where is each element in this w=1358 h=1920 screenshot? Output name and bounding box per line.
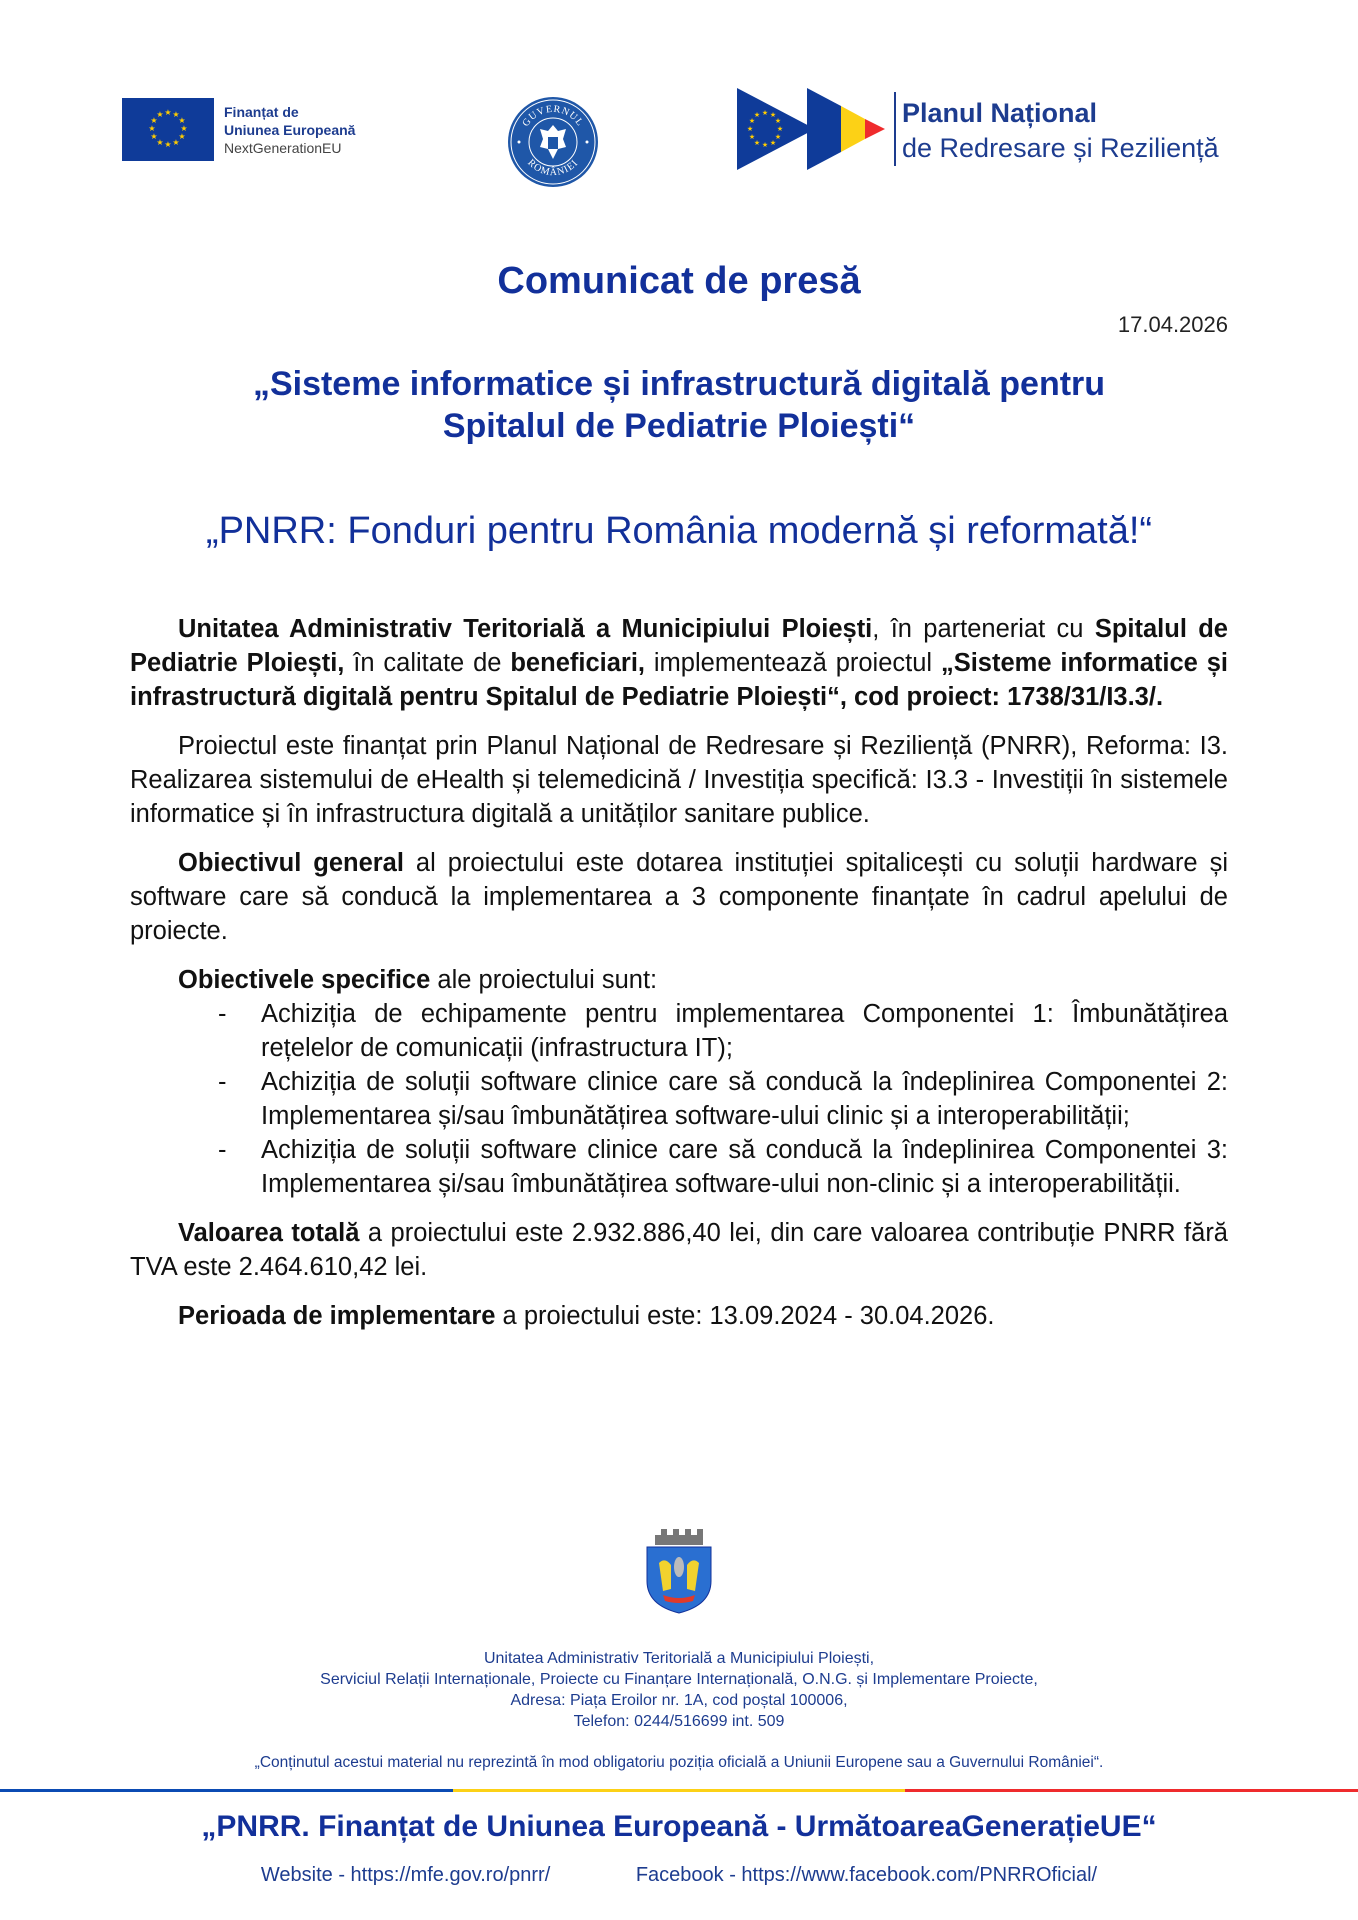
bullet-dash: - [218,1068,227,1096]
svg-text:★: ★ [769,139,777,147]
svg-text:★: ★ [178,132,186,141]
text-run: implementează proiectul [645,649,941,677]
svg-text:★: ★ [774,117,782,125]
tricolor-divider [0,1789,1358,1792]
svg-text:★: ★ [172,110,180,119]
text-run: ale proiectului sunt: [430,966,658,994]
objective-text: Achiziția de soluții software clinice care să conducă la îndeplinirea Componentei 3: Implementarea și/sau îmbunătățirea software-ului non-clinic și a interoperabilității. [261,1136,1228,1198]
partner-name: Spitalul de Pediatrie Ploiești, [130,615,1228,677]
pnrr-logo-label [902,96,1219,166]
text-run: în calitate de [344,649,511,677]
bullet-dash: - [218,1000,227,1028]
svg-text:★: ★ [180,124,188,133]
beneficiary-role: beneficiari, [510,649,645,677]
disclaimer: „Conținutul acestui material nu reprezintă în mod obligatoriu poziția oficială a Uniunii Europene sau a Guvernului României“. [254,1754,1104,1771]
pnrr-slogan: „PNRR: Fonduri pentru România modernă și reformată!“ [205,510,1153,552]
contact-line: Serviciul Relații Internaționale, Proiecte cu Finanțare Internațională, O.N.G. și Implementare Proiecte, [320,1671,1038,1688]
contact-address: Adresa: Piața Eroilor nr. 1A, cod poștal 100006, [510,1692,848,1709]
tricolor-red [905,1789,1358,1792]
eu-line1: Finanțat de [224,104,299,120]
svg-text:★: ★ [148,124,156,133]
funding-paragraph: Proiectul este finanțat prin Planul Național de Redresare și Reziliență (PNRR), Reforma: I3. Realizarea sistemului de eHealth și telemedicină / Investiția specifică: I3.3 - Investiții în sistemele informatice și în infrastructura digitală a unităților sanitare publice. [130,732,1228,828]
svg-text:★: ★ [761,141,769,149]
seal-bottom-text: ROMÂNIEI [525,157,581,179]
total-value-label: Valoarea totală [178,1219,360,1247]
footer-links [0,1864,1358,1887]
project-title-line2: Spitalul de Pediatrie Ploiești“ [442,407,916,445]
beneficiary-name: Unitatea Administrativ Teritorială a Municipiului Ploiești [178,615,873,643]
release-date: 17.04.2026 [1117,312,1228,337]
pnrr-logo-divider [894,92,896,166]
objectives-list [130,997,1228,1201]
contact-phone: Telefon: 0244/516699 int. 509 [573,1713,785,1730]
svg-text:★: ★ [150,116,158,125]
contact-block [0,1648,1358,1732]
text-run: a proiectului este: 13.09.2024 - 30.04.2026. [495,1302,995,1330]
svg-text:★: ★ [748,133,756,141]
implementation-period-label: Perioada de implementare [178,1302,496,1330]
svg-text:★: ★ [753,139,761,147]
objective-text: Achiziția de soluții software clinice care să conducă la îndeplinirea Componentei 2: Implementarea și/sau îmbunătățirea software-ului clinic și a interoperabilității; [261,1068,1228,1130]
eu-line2: Uniunea Europeană [224,122,356,138]
project-code: „Sisteme informatice și infrastructură digitală pentru Spitalul de Pediatrie Ploiești“, cod proiect: 1738/31/I3.3/. [130,649,1229,711]
svg-text:★: ★ [761,109,769,117]
pnrr-line1: Planul Național [902,98,1098,128]
eu-funding-label [224,103,355,157]
eu-line3: NextGenerationEU [224,140,342,156]
press-release-body [130,612,1228,1348]
contact-line: Unitatea Administrativ Teritorială a Municipiului Ploiești, [483,1650,875,1667]
seal-top-text: GUVERNUL [520,103,586,129]
project-title [0,363,1358,447]
svg-text:★: ★ [156,138,164,147]
pnrr-line2: de Redresare și Reziliență [902,133,1219,163]
svg-text:★: ★ [748,117,756,125]
svg-text:★: ★ [172,138,180,147]
intro-paragraph [130,612,1228,714]
specific-objectives-heading [130,963,1228,997]
svg-text:★: ★ [178,116,186,125]
eu-flag-icon [122,98,214,161]
page-title: Comunicat de presă [497,260,861,302]
facebook-link[interactable]: Facebook - https://www.facebook.com/PNRROficial/ [635,1864,1098,1886]
website-link[interactable]: Website - https://mfe.gov.ro/pnrr/ [260,1864,551,1886]
footer-slogan: „PNRR. Finanțat de Uniunea Europeană - UrmătoareaGenerațieUE“ [201,1810,1157,1843]
list-item [130,1133,1228,1201]
list-item [130,997,1228,1065]
list-item [130,1065,1228,1133]
svg-text:★: ★ [156,110,164,119]
svg-text:★: ★ [776,125,784,133]
specific-objectives-label: Obiectivele specifice [178,966,431,994]
pnrr-arrows-icon [737,88,895,170]
government-seal-icon [506,95,600,189]
svg-text:★: ★ [746,125,754,133]
svg-text:★: ★ [164,140,172,149]
general-objective-label: Obiectivul general [178,849,404,877]
svg-text:★: ★ [774,133,782,141]
svg-text:★: ★ [769,111,777,119]
objective-text: Achiziția de echipamente pentru implementarea Componentei 1: Îmbunătățirea rețelelor de comunicații (infrastructura IT); [261,1000,1228,1062]
svg-text:★: ★ [150,132,158,141]
ploiesti-coat-of-arms-icon [643,1527,715,1615]
tricolor-yellow [453,1789,906,1792]
total-value-paragraph [130,1216,1228,1284]
implementation-period-paragraph [130,1299,1228,1333]
tricolor-blue [0,1789,453,1792]
svg-text:★: ★ [164,108,172,117]
bullet-dash: - [218,1136,227,1164]
text-run: , în parteneriat cu [872,615,1095,643]
svg-text:★: ★ [753,111,761,119]
general-objective-paragraph [130,846,1228,948]
text-run: a proiectului este 2.932.886,40 lei, din care valoarea contribuție PNRR fără TVA este 2.464.610,42 lei. [130,1219,1228,1281]
project-title-line1: „Sisteme informatice și infrastructură digitală pentru [252,365,1106,403]
text-run: al proiectului este dotarea instituției spitalicești cu soluții hardware și software care să conducă la implementarea a 3 componente finanțate în cadrul apelului de proiecte. [130,849,1228,945]
